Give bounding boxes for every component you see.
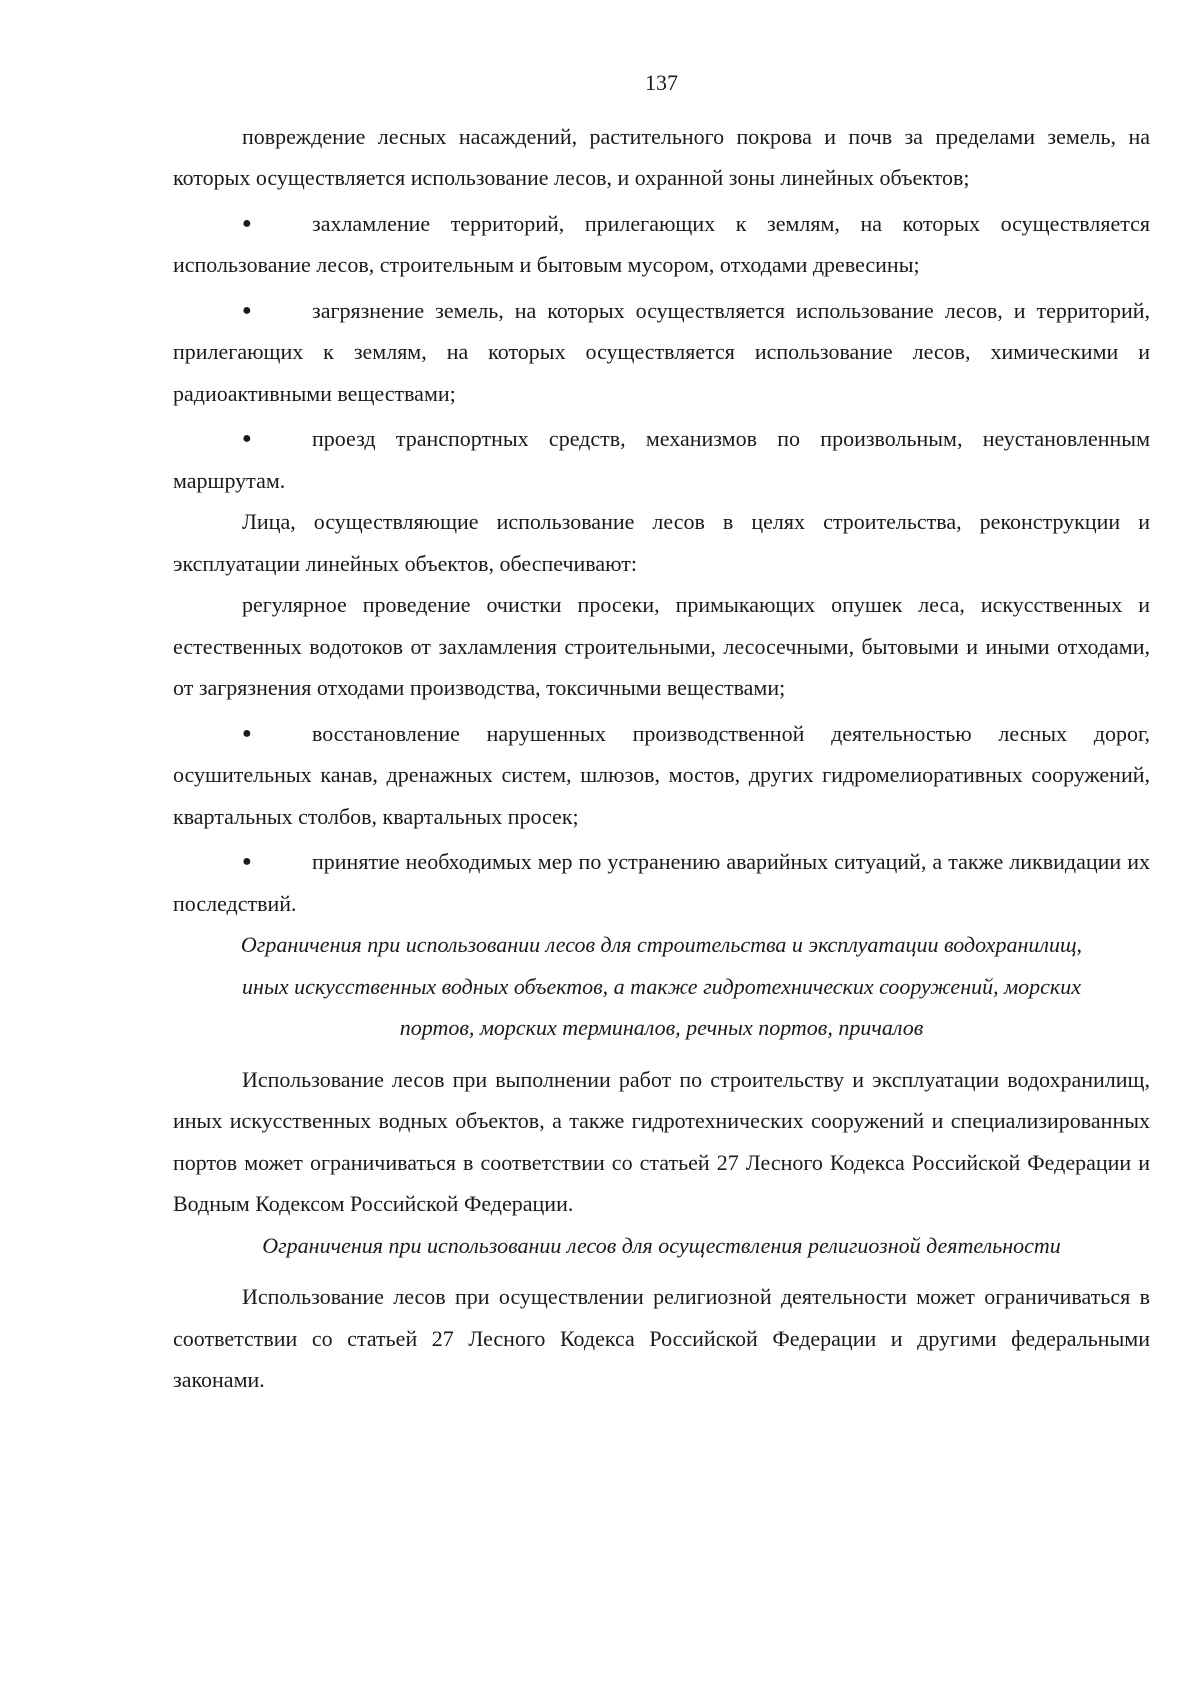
document-page bbox=[173, 62, 1150, 1401]
bullet-icon: ● bbox=[242, 214, 252, 232]
list-item bbox=[173, 841, 1150, 924]
paragraph-reservoirs: Использование лесов при выполнении работ по строительству и эксплуатации водохранилищ, иных искусственных водных объектов, а также гидротехнических сооружений и специализированных портов может ограничиваться в соответствии со статьей 27 Лесного Кодекса Российской Федерации и Водным Кодексом Российской Федерации. bbox=[173, 1066, 1150, 1216]
list-item-text: загрязнение земель, на которых осуществляется использование лесов, и территорий, прилегающих к землям, на которых осуществляется использование лесов, химическими и радиоактивными веществами; bbox=[173, 297, 1150, 406]
bullet-icon: ● bbox=[242, 301, 252, 319]
page-number: 137 bbox=[645, 70, 678, 95]
bullet-icon: ● bbox=[242, 853, 252, 870]
paragraph-religious: Использование лесов при осуществлении религиозной деятельности может ограничиваться в соответствии со статьей 27 Лесного Кодекса Российской Федерации и другими федеральными законами. bbox=[173, 1284, 1150, 1392]
paragraph-obligations: Лица, осуществляющие использование лесов в целях строительства, реконструкции и эксплуатации линейных объектов, обеспечивают: bbox=[173, 509, 1150, 576]
list-item-text: проезд транспортных средств, механизмов по произвольным, неустановленным маршрутам. bbox=[173, 426, 1150, 493]
section-heading-religious: Ограничения при использовании лесов для осуществления религиозной деятельности bbox=[262, 1232, 1061, 1258]
list-item bbox=[173, 713, 1150, 838]
paragraph-cleaning: регулярное проведение очистки просеки, примыкающих опушек леса, искусственных и естественных водотоков от захламления строительными, лесосечными, бытовыми и иными отходами, от загрязнения отходами производства, токсичными веществами; bbox=[173, 592, 1150, 700]
paragraph-damage: повреждение лесных насаждений, растительного покрова и почв за пределами земель, на которых осуществляется использование лесов, и охранной зоны линейных объектов; bbox=[173, 123, 1150, 190]
section-heading-reservoirs: Ограничения при использовании лесов для строительства и эксплуатации водохранилищ, иных искусственных водных объектов, а также гидротехнических сооружений, морских портов, морских терминалов, речных портов, причалов bbox=[240, 932, 1083, 1040]
list-item-text: захламление территорий, прилегающих к землям, на которых осуществляется использование лесов, строительным и бытовым мусором, отходами древесины; bbox=[173, 210, 1150, 277]
bullet-icon: ● bbox=[242, 430, 252, 447]
list-item-text: принятие необходимых мер по устранению аварийных ситуаций, а также ликвидации их последствий. bbox=[173, 849, 1150, 916]
list-item-text: восстановление нарушенных производственной деятельностью лесных дорог, осушительных канав, дренажных систем, шлюзов, мостов, других гидромелиоративных сооружений, квартальных столбов, квартальных просек; bbox=[173, 720, 1150, 829]
list-item bbox=[173, 290, 1150, 415]
list-item bbox=[173, 203, 1150, 286]
bullet-icon: ● bbox=[242, 724, 252, 742]
list-item bbox=[173, 418, 1150, 501]
